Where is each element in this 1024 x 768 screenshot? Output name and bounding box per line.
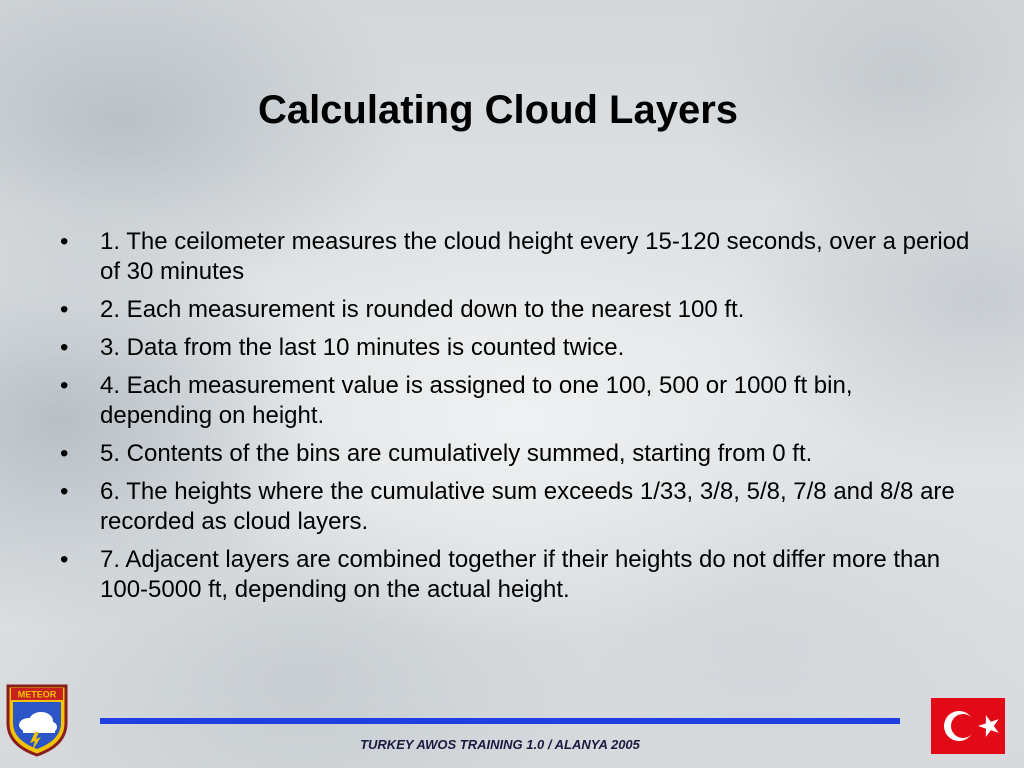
bullet-text: 3. Data from the last 10 minutes is counted twice. xyxy=(100,334,625,361)
bullet-dot: • xyxy=(60,228,69,255)
bullet-dot: • xyxy=(60,334,69,361)
meteor-logo-label: METEOR xyxy=(17,689,57,700)
bullet-dot: • xyxy=(60,478,69,505)
bullet-text: 4. Each measurement value is assigned to one 100, 500 or 1000 ft bin, depending on height. xyxy=(100,372,853,429)
turkey-flag-icon xyxy=(931,698,1005,754)
bullet-text: 7. Adjacent layers are combined together if their heights do not differ more than 100-5000 ft, depending on the actual height. xyxy=(100,546,941,603)
bullet-item xyxy=(60,227,970,287)
bullet-item xyxy=(60,371,970,431)
bullet-item xyxy=(60,545,970,605)
footer-divider xyxy=(100,718,900,724)
bullet-text: 5. Contents of the bins are cumulatively summed, starting from 0 ft. xyxy=(100,440,813,467)
slide-title: Calculating Cloud Layers xyxy=(257,88,739,132)
bullet-item xyxy=(60,439,970,469)
bullet-dot: • xyxy=(60,440,69,467)
bullet-text: 2. Each measurement is rounded down to the nearest 100 ft. xyxy=(100,296,745,323)
bullet-dot: • xyxy=(60,546,69,573)
bullet-text: 1. The ceilometer measures the cloud height every 15-120 seconds, over a period of 30 minutes xyxy=(100,228,970,285)
bullet-list xyxy=(60,227,970,613)
footer-text: TURKEY AWOS TRAINING 1.0 / ALANYA 2005 xyxy=(360,737,640,752)
bullet-item xyxy=(60,295,970,325)
bullet-dot: • xyxy=(60,372,69,399)
bullet-dot: • xyxy=(60,296,69,323)
bullet-text: 6. The heights where the cumulative sum exceeds 1/33, 3/8, 5/8, 7/8 and 8/8 are recorded as cloud layers. xyxy=(100,478,955,535)
bullet-item xyxy=(60,333,970,363)
bullet-item xyxy=(60,477,970,537)
